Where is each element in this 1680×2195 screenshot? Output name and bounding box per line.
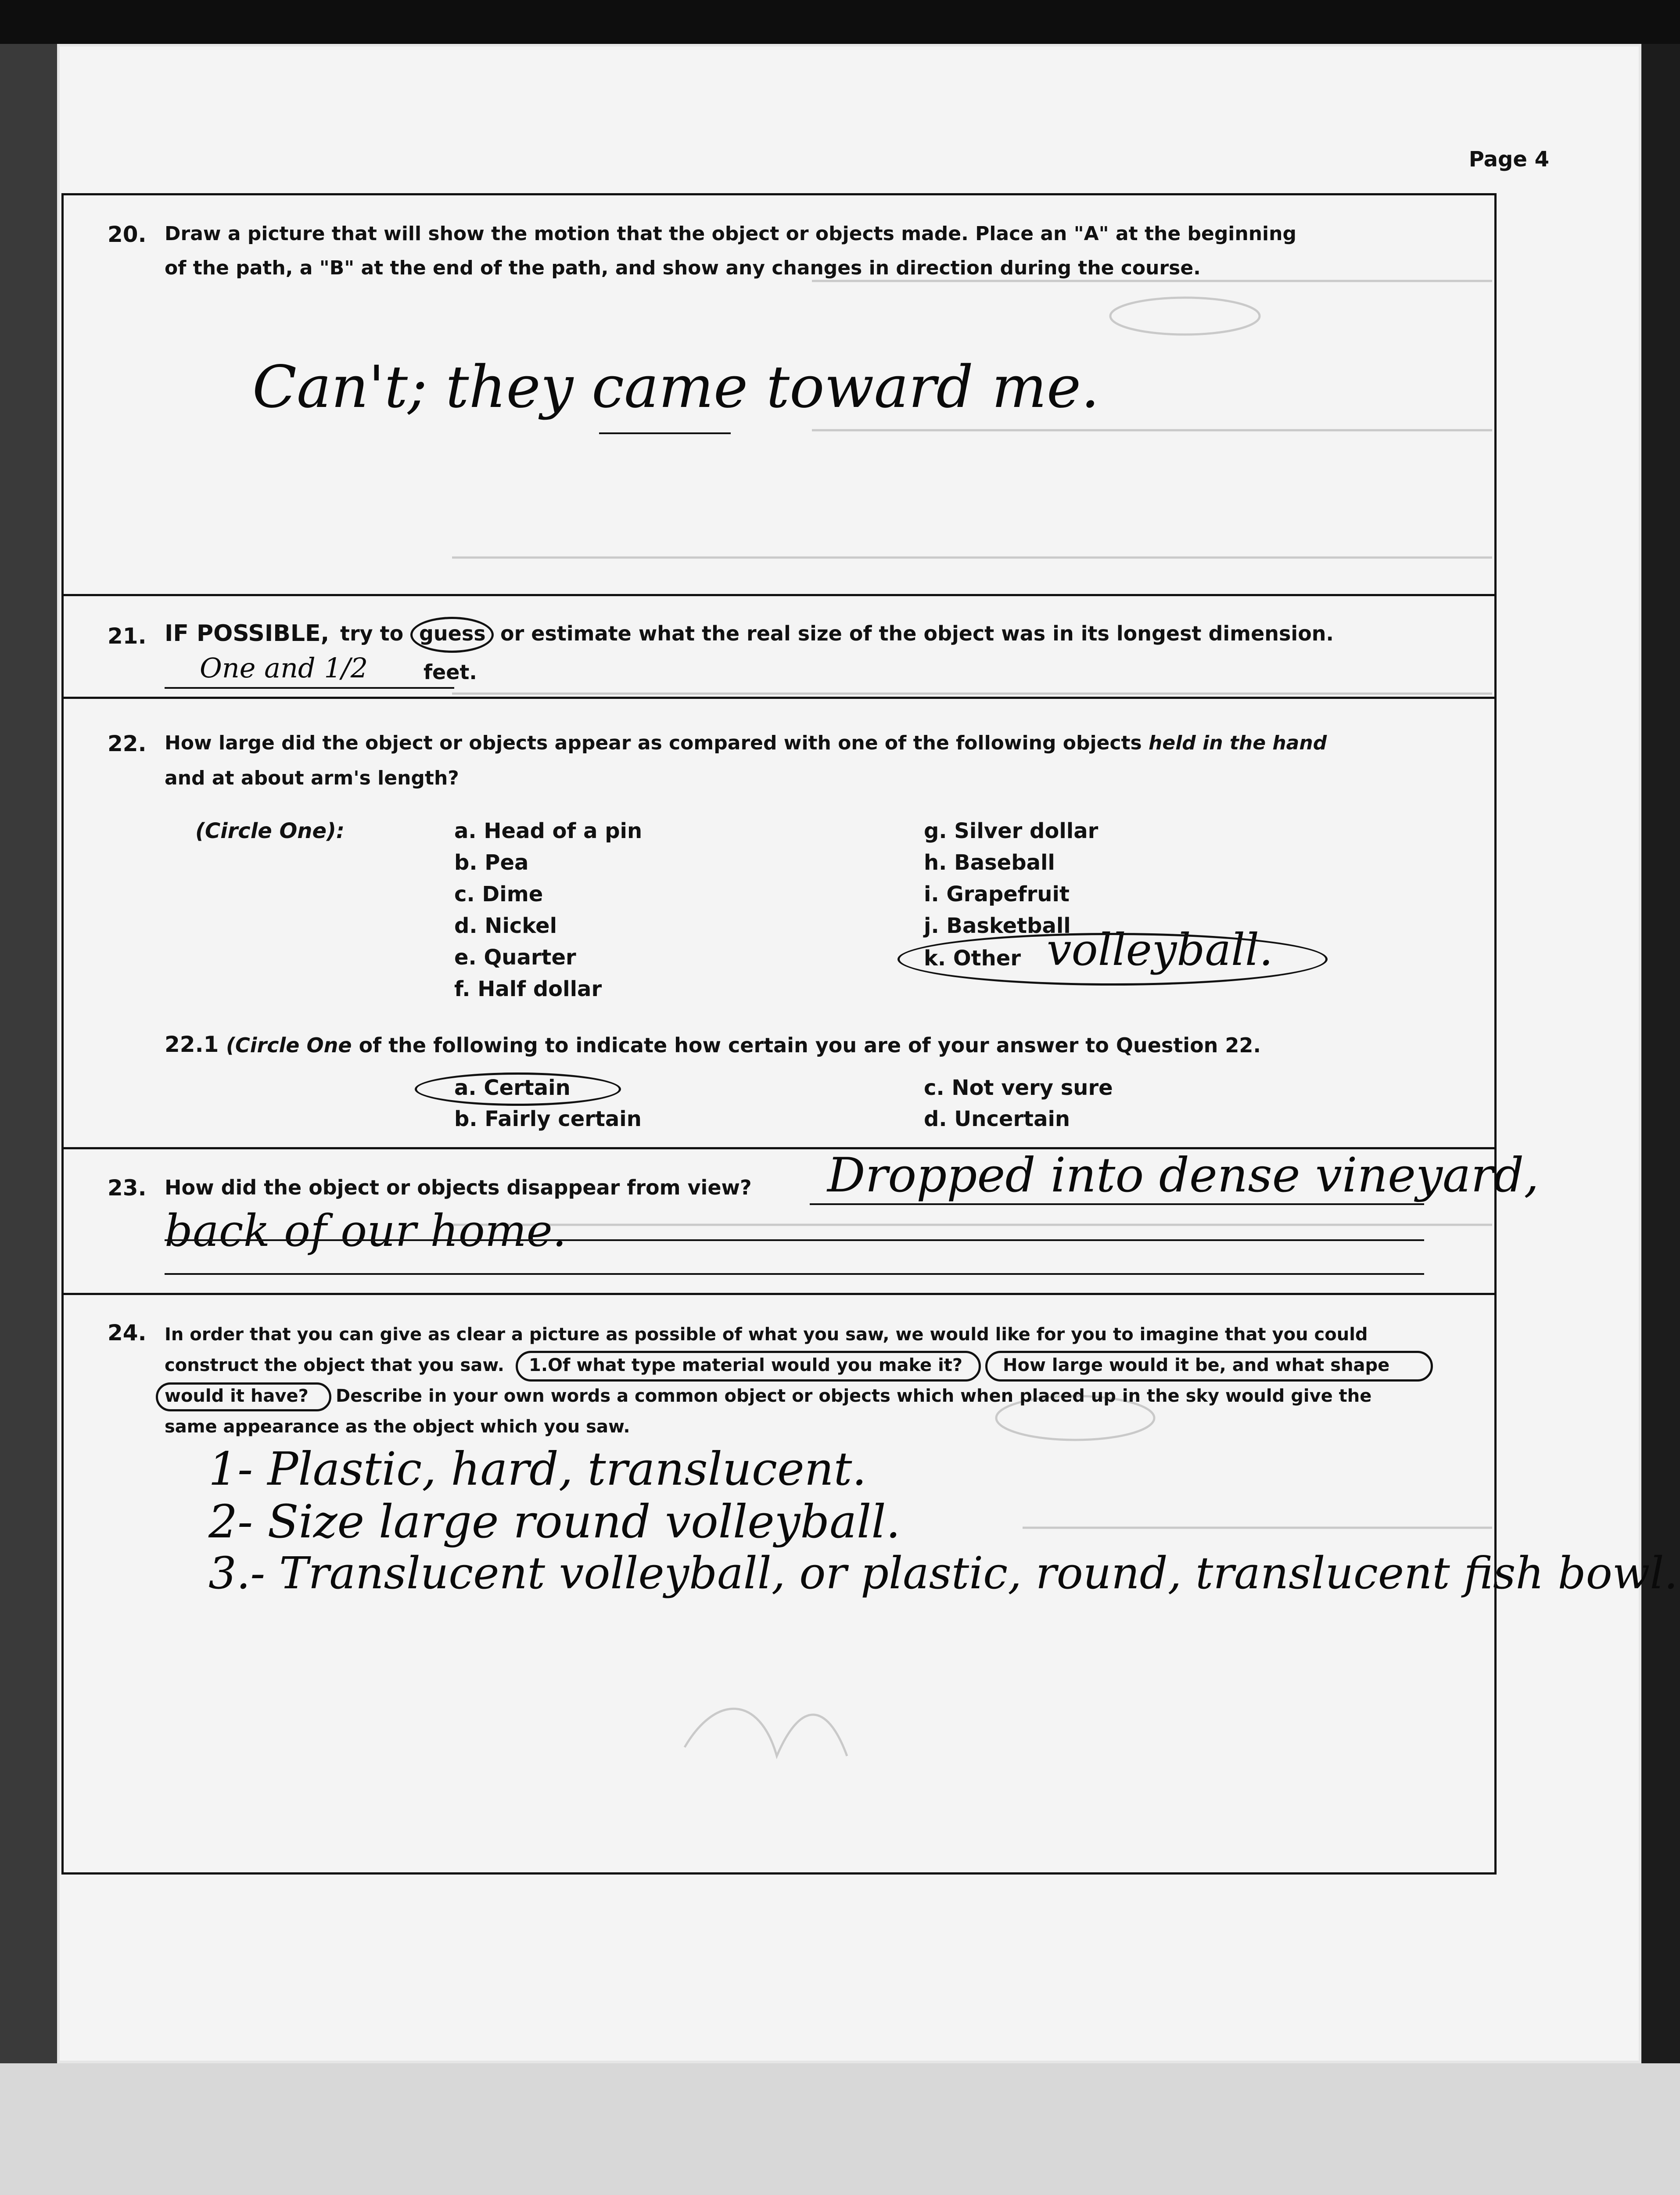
q22-option-b: b. Pea xyxy=(454,850,529,875)
q22-1-text xyxy=(226,1029,1261,1062)
q20-number: 20. xyxy=(108,222,147,247)
q21-unit: feet. xyxy=(424,660,477,684)
divider-23-24 xyxy=(64,1293,1494,1295)
q24-text-line2a: construct the object that you saw. xyxy=(165,1355,504,1375)
form-frame xyxy=(61,193,1678,1875)
q22-1-option-c: c. Not very sure xyxy=(924,1076,1113,1100)
q22-option-a: a. Head of a pin xyxy=(454,819,643,843)
scan-bottom-margin xyxy=(0,2063,1680,2195)
q21-guess-word: guess xyxy=(419,622,486,645)
q21-number: 21. xyxy=(108,623,147,649)
q23-text: How did the object or objects disappear from view? xyxy=(165,1176,752,1199)
q22-circle-one-label: (Circle One): xyxy=(195,819,345,843)
q23-answer-line-2 xyxy=(165,1239,1424,1241)
q24-handwritten-answer-3: 3.- Translucent volleyball, or plastic, round, translucent fish bowl. xyxy=(208,1547,1678,1599)
form-page xyxy=(57,44,1678,2063)
q22-1-number: 22.1 xyxy=(165,1032,219,1057)
q21-if-possible: IF POSSIBLE, xyxy=(165,620,330,647)
q22-option-k-label: k. Other xyxy=(924,946,1021,971)
q22-text-line2: and at about arm's length? xyxy=(165,767,459,789)
q24-question1-circle xyxy=(516,1351,981,1382)
q24-question2-circle xyxy=(985,1351,1433,1382)
q24-handwritten-answer-1: 1- Plastic, hard, translucent. xyxy=(208,1442,867,1496)
q23-handwritten-answer-2: back of our home. xyxy=(165,1205,567,1256)
q22-text-plain: How large did the object or objects appear as compared with one of the following objects xyxy=(165,732,1142,754)
q22-option-h: h. Baseball xyxy=(924,850,1055,875)
q22-1-text-italic: (Circle One xyxy=(226,1033,352,1057)
q22-option-d: d. Nickel xyxy=(454,914,557,938)
q22-option-g: g. Silver dollar xyxy=(924,819,1098,843)
q24-handwritten-answer-2: 2- Size large round volleyball. xyxy=(208,1495,901,1548)
q24-text-line2b: 1.Of what type material would you make it? xyxy=(529,1355,963,1375)
q23-handwritten-answer-1: Dropped into dense vineyard, xyxy=(827,1148,1539,1203)
divider-20-21 xyxy=(64,594,1494,596)
q24-text-line2c: How large would it be, and what shape xyxy=(1003,1355,1390,1375)
q21-answer-line xyxy=(165,687,454,689)
q23-answer-line-3 xyxy=(165,1273,1424,1275)
q22-other-handwritten: volleyball. xyxy=(1047,924,1273,975)
q24-text-line1: In order that you can give as clear a picture as possible of what you saw, we would like for you to imagine that you could xyxy=(165,1324,1368,1345)
divider-21-22 xyxy=(64,697,1494,699)
q22-option-f: f. Half dollar xyxy=(454,977,602,1001)
q22-option-j: j. Basketball xyxy=(924,914,1071,938)
q22-option-c: c. Dime xyxy=(454,882,543,907)
q24-question3-circle xyxy=(156,1382,331,1411)
q22-1-text-rest: of the following to indicate how certain you are of your answer to Question 22. xyxy=(359,1033,1261,1057)
q24-text-line3b: Describe in your own words a common object or objects which when placed up in the sky would give the xyxy=(336,1386,1372,1406)
q24-number: 24. xyxy=(108,1320,147,1346)
q21-handwritten-answer: One and 1/2 xyxy=(200,652,368,684)
q24-text-line3a: would it have? xyxy=(165,1386,309,1406)
q24-text-line4: same appearance as the object which you saw. xyxy=(165,1417,630,1437)
q22-option-e: e. Quarter xyxy=(454,945,576,970)
q23-number: 23. xyxy=(108,1175,147,1201)
q21-guess-circle xyxy=(410,617,494,653)
q22-1-option-a: a. Certain xyxy=(454,1076,571,1100)
q23-answer-line-1 xyxy=(810,1203,1424,1205)
scan-top-edge xyxy=(0,0,1680,44)
q20-handwritten-answer: Can't; they came toward me. xyxy=(252,353,1100,421)
q22-1-option-b: b. Fairly certain xyxy=(454,1107,642,1131)
page-number: Page 4 xyxy=(1468,147,1549,172)
q22-1-certain-circle xyxy=(415,1072,621,1106)
q22-option-i: i. Grapefruit xyxy=(924,882,1070,907)
q20-text-line2: of the path, a "B" at the end of the path, and show any changes in direction during the course. xyxy=(165,257,1201,279)
q22-1-option-d: d. Uncertain xyxy=(924,1107,1070,1131)
q21-try-to: try to xyxy=(340,622,404,645)
scan-left-edge xyxy=(0,44,57,2072)
q22-text-italic: held in the hand xyxy=(1149,732,1327,754)
q22-number: 22. xyxy=(108,731,147,756)
q22-text-line1 xyxy=(165,727,1327,760)
q20-text-line1: Draw a picture that will show the motion that the object or objects made. Place an "A" at the beginning xyxy=(165,223,1296,245)
q21-text-rest: or estimate what the real size of the object was in its longest dimension. xyxy=(500,622,1334,645)
q22-option-k-circle xyxy=(897,933,1328,986)
q20-answer-underline xyxy=(599,432,731,434)
